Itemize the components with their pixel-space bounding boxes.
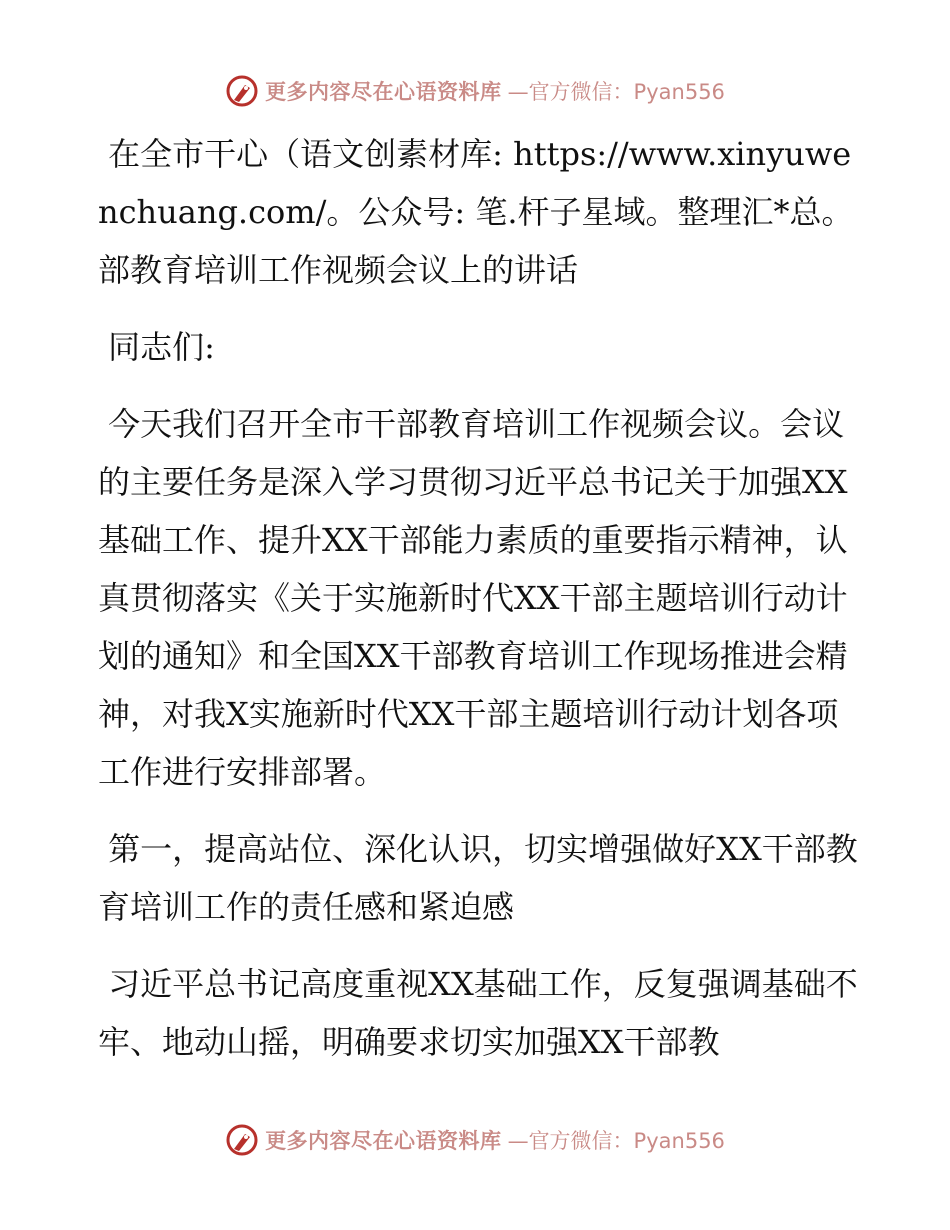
paragraph: 今天我们召开全市干部教育培训工作视频会议。会议的主要任务是深入学习贯彻习近平总书记关于加强XX基础工作、提升XX干部能力素质的重要指示精神，认真贯彻落实《关于实施新时代XX干部主题培训行动计划的通知》和全国XX干部教育培训工作现场推进会精神，对我X实施新时代XX干部主题培训行动计划各项工作进行安排部署。 bbox=[98, 405, 848, 791]
watermark-header bbox=[0, 71, 950, 111]
paragraph: 习近平总书记高度重视XX基础工作，反复强调基础不牢、地动山摇，明确要求切实加强XX干部教 bbox=[98, 965, 858, 1061]
pen-nib-logo-icon bbox=[225, 74, 259, 108]
watermark-footer bbox=[0, 1120, 950, 1160]
watermark-text: 更多内容尽在心语资料库 bbox=[265, 80, 502, 104]
watermark-contact: —官方微信：Pyan556 bbox=[507, 1129, 725, 1153]
watermark-text: 更多内容尽在心语资料库 bbox=[265, 1129, 502, 1153]
document-body bbox=[98, 125, 858, 1090]
section-heading: 第一，提高站位、深化认识，切实增强做好XX干部教育培训工作的责任感和紧迫感 bbox=[98, 830, 858, 926]
salutation: 同志们: bbox=[98, 328, 215, 366]
pen-nib-logo-icon bbox=[225, 1123, 259, 1157]
document-title: 在全市干心（语文创素材库: https://www.xinyuwenchuang.com/。公众号: 笔.杆子星域。整理汇*总。部教育培训工作视频会议上的讲话 bbox=[98, 135, 854, 289]
watermark-contact: —官方微信：Pyan556 bbox=[507, 80, 725, 104]
